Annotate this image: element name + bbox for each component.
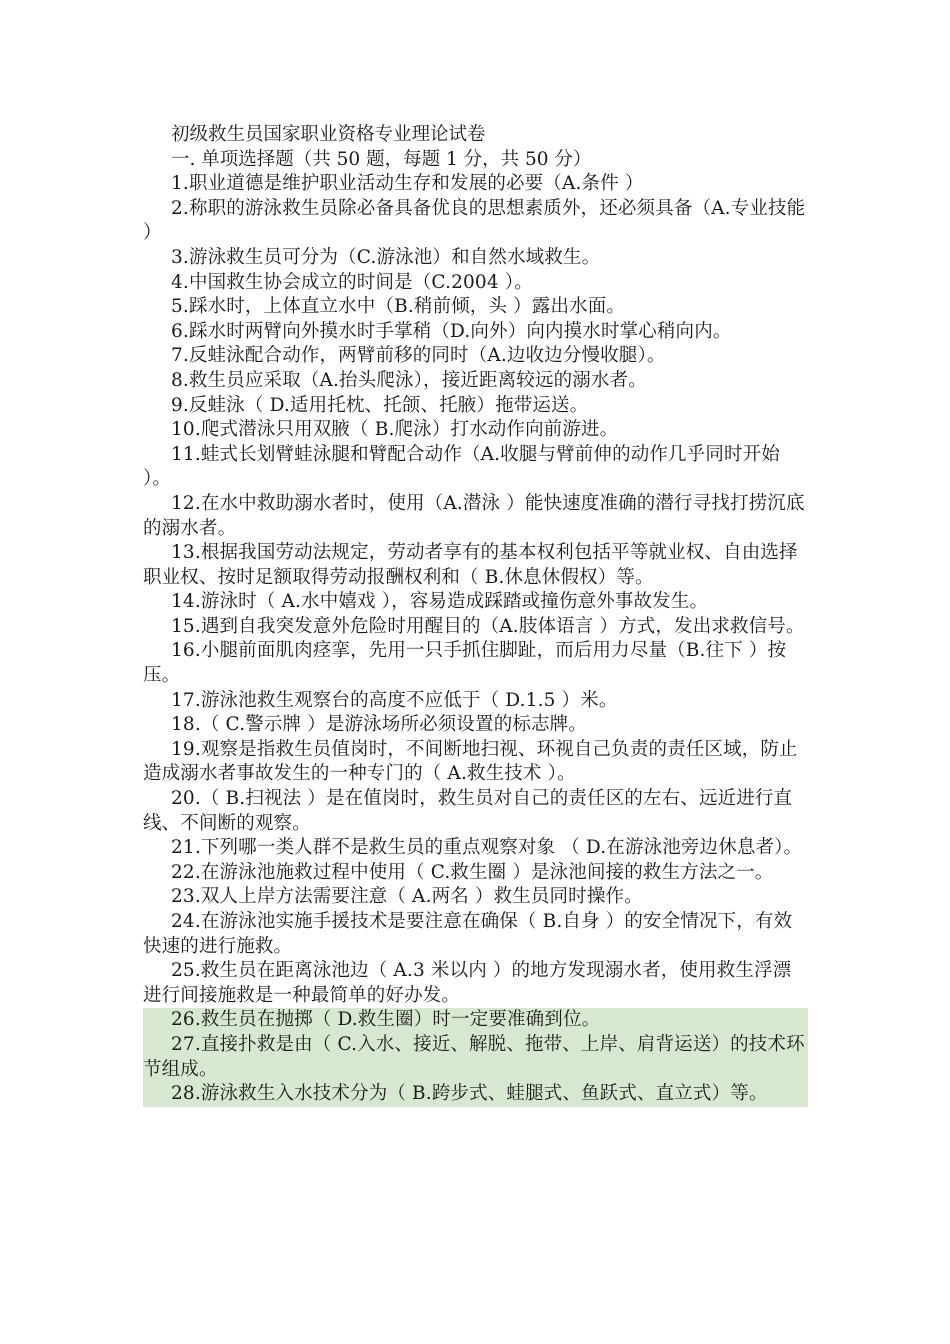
question-item: 21.下列哪一类人群不是救生员的重点观察对象 （ D.在游泳池旁边休息者）。: [171, 837, 803, 859]
question-item: 26.救生员在抛掷（ D.救生圈）时一定要准确到位。: [143, 1008, 808, 1033]
question-item: 8.救生员应采取（A.抬头爬泳），接近距离较远的溺水者。: [171, 369, 647, 391]
question-item: 17.游泳池救生观察台的高度不应低于（ D.1.5 ）米。: [171, 689, 618, 711]
question-item: 5.踩水时，上体直立水中（B.稍前倾，头 ）露出水面。: [171, 296, 626, 318]
document-body: [143, 123, 808, 1107]
question-item: 13.根据我国劳动法规定，劳动者享有的基本权利包括平等就业权、自由选择职业权、按时足额取得劳动报酬权利和（ B.休息休假权）等。: [143, 542, 798, 588]
question-item: 16.小腿前面肌肉痉挛，先用一只手抓住脚趾，而后用力尽量（B.往下 ）按压。: [143, 640, 787, 687]
question-item: 22.在游泳池施救过程中使用（ C.救生圈 ）是泳池间接的救生方法之一。: [171, 861, 774, 883]
question-item: 24.在游泳池实施手援技术是要注意在确保（ B.自身 ）的安全情况下，有效快速的进行施救。: [143, 911, 793, 957]
question-item: 4.中国救生协会成立的时间是（C.2004 ）。: [171, 271, 533, 293]
question-item: 1.职业道德是维护职业活动生存和发展的必要（A.条件 ）: [171, 173, 644, 195]
question-item: 10.爬式潜泳只用双腋（ B.爬泳）打水动作向前游进。: [171, 419, 619, 441]
question-item: 19.观察是指救生员值岗时，不间断地扫视、环视自己负责的责任区域，防止造成溺水者事故发生的一种专门的（ A.救生技术 ）。: [143, 738, 798, 785]
question-item: 2.称职的游泳救生员除必备具备优良的思想素质外，还必须具备（A.专业技能 ）: [143, 197, 806, 244]
question-item: 18.（ C.警示牌 ）是游泳场所必须设置的标志牌。: [171, 714, 587, 736]
question-item: 9.反蛙泳（ D.适用托枕、托颌、托腋）拖带运送。: [171, 394, 589, 416]
question-item: 15.遇到自我突发意外危险时用醒目的（A.肢体语言 ）方式，发出求救信号。: [171, 615, 805, 637]
question-item: 20.（ B.扫视法 ）是在值岗时，救生员对自己的责任区的左右、远近进行直线、不间断的观察。: [143, 788, 793, 834]
question-item: 11.蛙式长划臂蛙泳腿和臂配合动作（A.收腿与臂前伸的动作几乎同时开始 ）。: [143, 443, 780, 490]
question-item: 12.在水中救助溺水者时，使用（A.潜泳 ）能快速度准确的潜行寻找打捞沉底的溺水者。: [143, 492, 805, 539]
question-item: 14.游泳时（ A.水中嬉戏 ），容易造成踩踏或撞伤意外事故发生。: [171, 591, 709, 613]
document-title: 初级救生员国家职业资格专业理论试卷: [171, 124, 486, 145]
question-item: 23.双人上岸方法需要注意（ A.两名 ）救生员同时操作。: [171, 886, 643, 908]
section-heading: 一. 单项选择题（共 50 题，每题 1 分，共 50 分）: [171, 148, 592, 170]
question-item: 27.直接扑救是由（ C.入水、接近、解脱、拖带、上岸、肩背运送）的技术环节组成。: [143, 1033, 808, 1082]
question-item: 7.反蛙泳配合动作，两臂前移的同时（A.边收边分慢收腿）。: [171, 345, 666, 367]
question-item: 3.游泳救生员可分为（C.游泳池）和自然水域救生。: [171, 246, 601, 268]
question-item: 25.救生员在距离泳池边（ A.3 米以内 ）的地方发现溺水者，使用救生浮漂进行间接施救是一种最简单的好办发。: [143, 960, 792, 1006]
question-list: [143, 172, 808, 1107]
question-item: 28.游泳救生入水技术分为（ B.跨步式、蛙腿式、鱼跃式、直立式）等。: [143, 1082, 808, 1107]
question-item: 6.踩水时两臂向外摸水时手掌稍（D.向外）向内摸水时掌心稍向内。: [171, 320, 732, 342]
